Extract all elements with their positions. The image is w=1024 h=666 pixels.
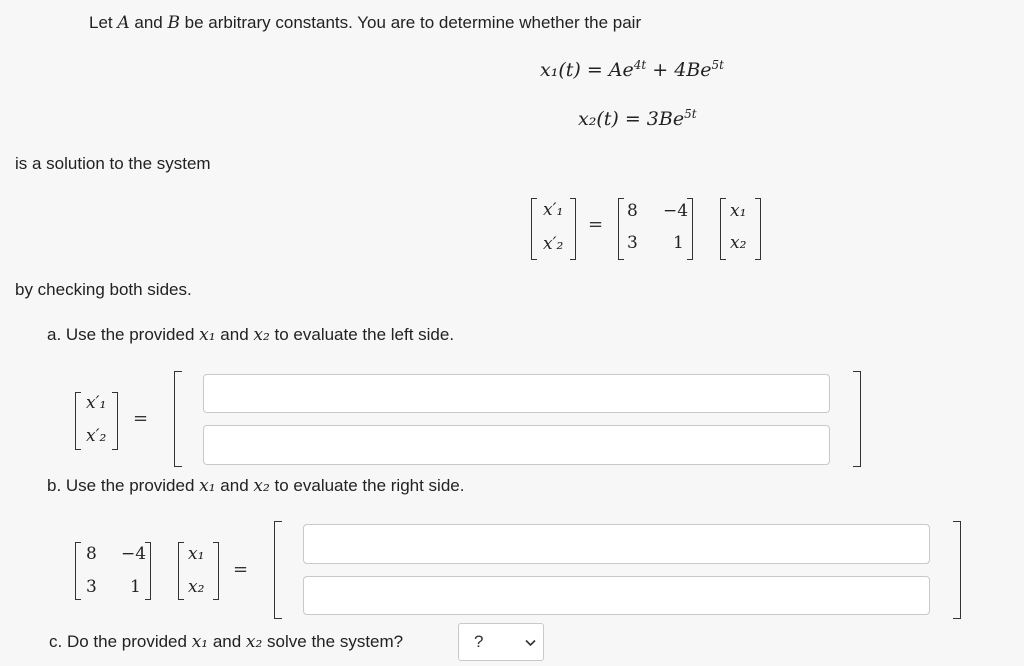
part-a-bottom-input[interactable] — [203, 425, 830, 465]
matrix-right-bracket — [687, 198, 693, 260]
part-b-bottom-input[interactable] — [303, 576, 930, 615]
part-a-answer-right-bracket — [853, 371, 861, 467]
x1-equation: $x_1(t) = Ae^{4t} + 4Be^{5t}$ — [540, 58, 724, 81]
part-b-vec-right-bracket — [213, 542, 219, 600]
part-b-top-input[interactable] — [303, 524, 930, 564]
checking-text: by checking both sides. — [15, 280, 192, 299]
part-b-matrix-a22: 1 — [130, 577, 141, 597]
part-b-equals: = — [233, 559, 249, 580]
part-b-matrix-a11: 8 — [86, 544, 97, 564]
lhs-right-bracket — [570, 198, 576, 260]
lhs-top: x′₁ — [543, 200, 564, 220]
part-b-vec-left-bracket — [178, 542, 184, 600]
part-c-select-value: ? — [474, 632, 484, 651]
lhs-left-bracket — [531, 198, 537, 260]
part-a-label: a. Use the provided x₁ and x₂ to evaluate the left side. — [47, 325, 455, 345]
part-b-answer-left-bracket — [274, 521, 282, 619]
part-c-label: c. Do the provided x₁ and x₂ solve the system? — [49, 632, 404, 652]
vec-left-bracket — [720, 198, 726, 260]
system-text: is a solution to the system — [15, 154, 211, 173]
vec-top: x₁ — [730, 201, 747, 221]
vec-right-bracket — [755, 198, 761, 260]
vec-bottom: x₂ — [730, 233, 747, 253]
part-b-matrix-a21: 3 — [86, 577, 97, 597]
matrix-a11: 8 — [627, 201, 638, 221]
part-a-top-input[interactable] — [203, 374, 830, 413]
matrix-a22: 1 — [673, 233, 684, 253]
part-b-matrix-left-bracket — [75, 542, 81, 600]
part-a-lhs-right-bracket — [112, 392, 118, 450]
part-b-matrix-a12: −4 — [121, 544, 147, 564]
system-equals: = — [588, 214, 604, 235]
intro-text: Let A and B be arbitrary constants. You are to determine whether the pair — [89, 13, 642, 33]
matrix-a12: −4 — [663, 201, 689, 221]
part-a-answer-left-bracket — [174, 371, 182, 467]
part-b-answer-right-bracket — [953, 521, 961, 619]
part-a-lhs-top: x′₁ — [86, 393, 107, 413]
part-a-lhs-bottom: x′₂ — [86, 426, 107, 446]
part-b-vec-top: x₁ — [188, 544, 205, 564]
x2-equation: $x_2(t) = 3Be^{5t}$ — [578, 107, 697, 130]
part-a-lhs-left-bracket — [75, 392, 81, 450]
part-b-matrix-right-bracket — [145, 542, 151, 600]
chevron-down-icon — [525, 639, 536, 647]
matrix-left-bracket — [618, 198, 624, 260]
lhs-bottom: x′₂ — [543, 234, 564, 254]
part-c-select[interactable] — [458, 623, 544, 661]
part-b-label: b. Use the provided x₁ and x₂ to evaluate the right side. — [47, 476, 465, 496]
part-a-equals: = — [133, 408, 149, 429]
part-b-vec-bottom: x₂ — [188, 577, 205, 597]
matrix-a21: 3 — [627, 233, 638, 253]
